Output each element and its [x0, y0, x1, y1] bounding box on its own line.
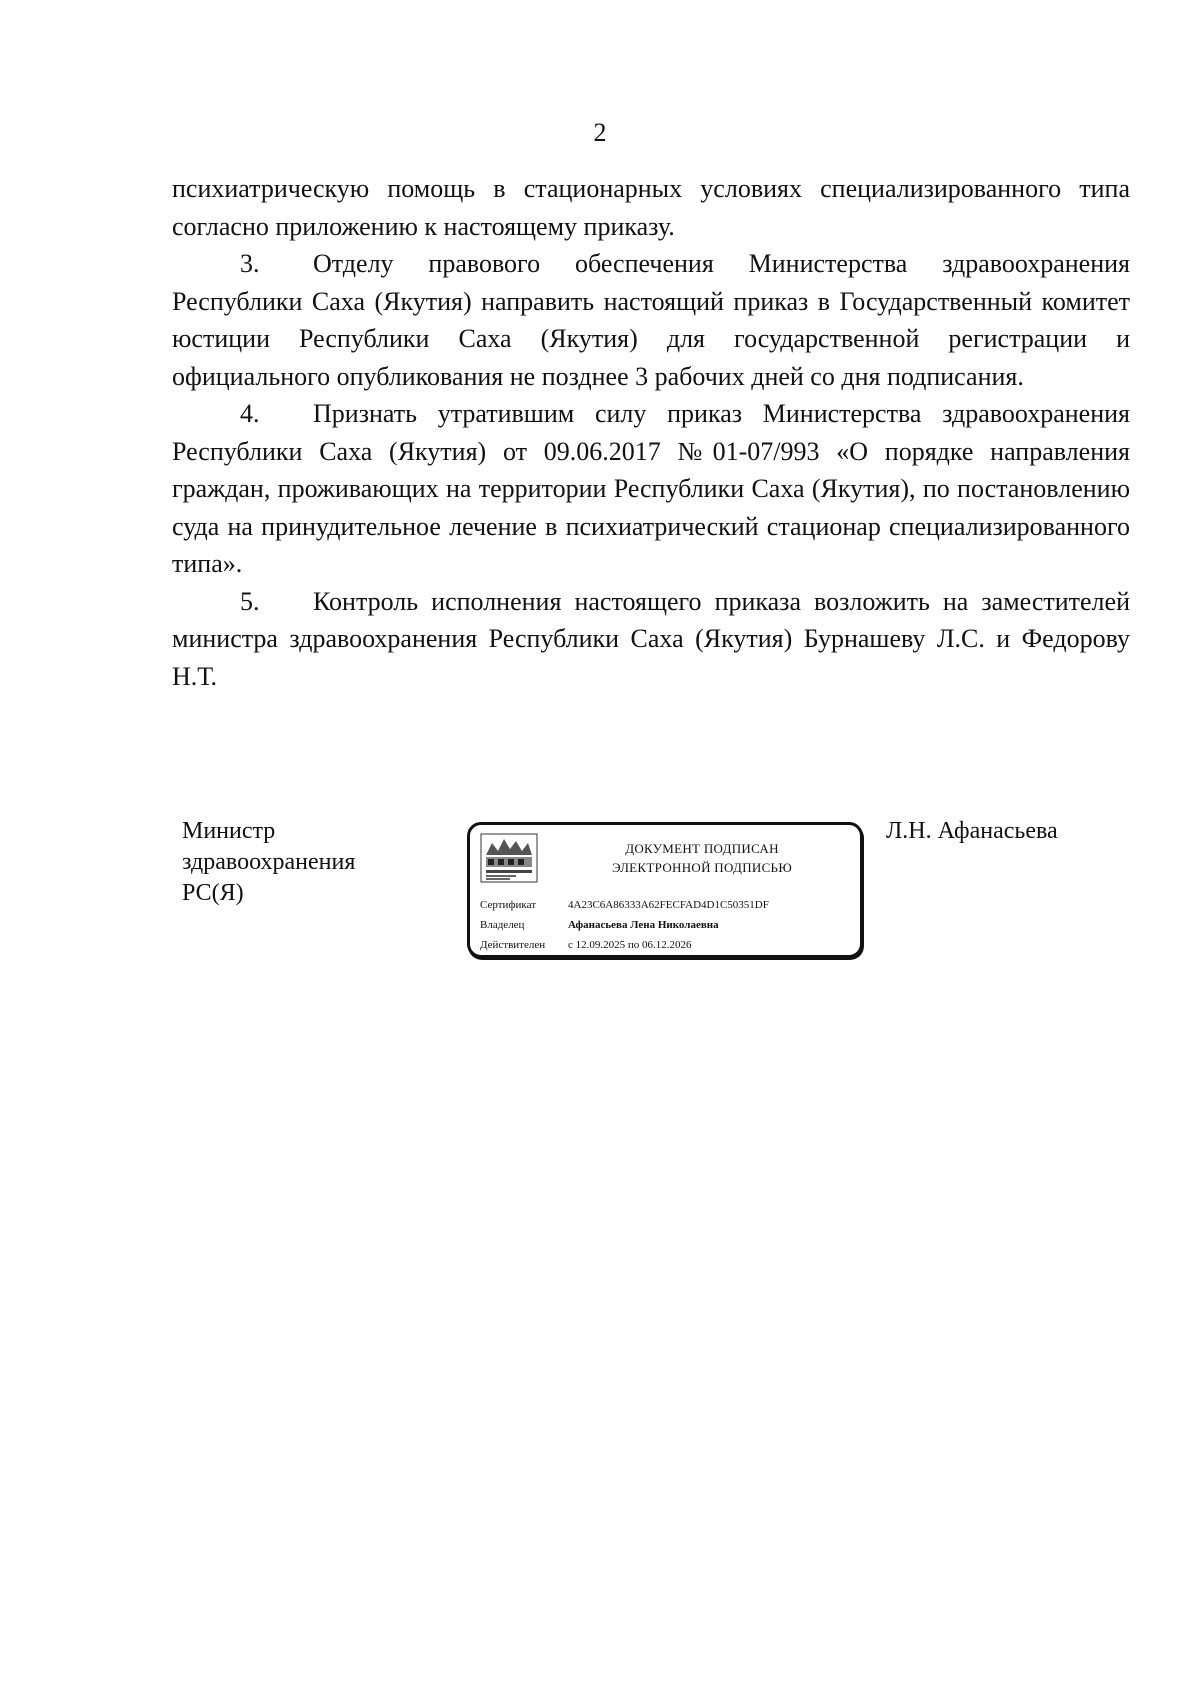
validity-value: с 12.09.2025 по 06.12.2026	[568, 939, 692, 951]
paragraph-continuation: психиатрическую помощь в стационарных условиях специализированного типа согласно приложению к настоящему приказу.	[172, 174, 1130, 241]
gov-emblem-icon	[480, 833, 538, 883]
owner-value: Афанасьева Лена Николаевна	[568, 919, 719, 931]
stamp-title	[552, 839, 852, 877]
item-number: 4.	[240, 399, 260, 428]
item-number: 5.	[240, 586, 260, 616]
position-line: здравоохранения	[182, 849, 356, 875]
signatory-name: Л.Н. Афанасьева	[886, 818, 1058, 844]
item-text: Признать утратившим силу приказ Министерства здравоохранения Республики Саха (Якутия) от 09.06.2017 №01-07/993 «О порядке направления граждан, проживающих на территории Республики Саха (Якутия), по постановлению суда на принудительное лечение в психиатрический стационар специализированного типа».	[172, 399, 1130, 578]
stamp-title-line: ЭЛЕКТРОННОЙ ПОДПИСЬЮ	[612, 860, 792, 875]
signatory-position	[182, 816, 355, 909]
paragraph-item-5	[172, 583, 1130, 696]
position-line: Министр	[182, 818, 276, 844]
certificate-label: Сертификат	[480, 899, 536, 911]
paragraph-item-4	[172, 395, 1130, 583]
item-number: 3.	[240, 249, 260, 278]
position-line: РС(Я)	[182, 880, 244, 906]
document-body	[172, 170, 1130, 695]
page-number: 2	[593, 118, 607, 147]
owner-label: Владелец	[480, 919, 525, 931]
stamp-title-line: ДОКУМЕНТ ПОДПИСАН	[625, 841, 779, 856]
paragraph-item-3	[172, 245, 1130, 395]
stamp-details	[480, 895, 769, 955]
electronic-signature-stamp	[467, 822, 863, 958]
validity-label: Действителен	[480, 939, 546, 951]
certificate-row	[480, 895, 769, 915]
certificate-value: 4A23C6A86333A62FECFAD4D1C50351DF	[568, 899, 769, 911]
item-text: Контроль исполнения настоящего приказа возложить на заместителей министра здравоохранения Республики Саха (Якутия) Бурнашеву Л.С. и Федорову Н.Т.	[172, 586, 1130, 691]
owner-row	[480, 915, 769, 935]
validity-row	[480, 935, 769, 955]
item-text: Отделу правового обеспечения Министерства здравоохранения Республики Саха (Якутия) направить настоящий приказ в Государственный комитет юстиции Республики Саха (Якутия) для государственной регистрации и официального опубликования не позднее 3 рабочих дней со дня подписания.	[172, 249, 1130, 391]
